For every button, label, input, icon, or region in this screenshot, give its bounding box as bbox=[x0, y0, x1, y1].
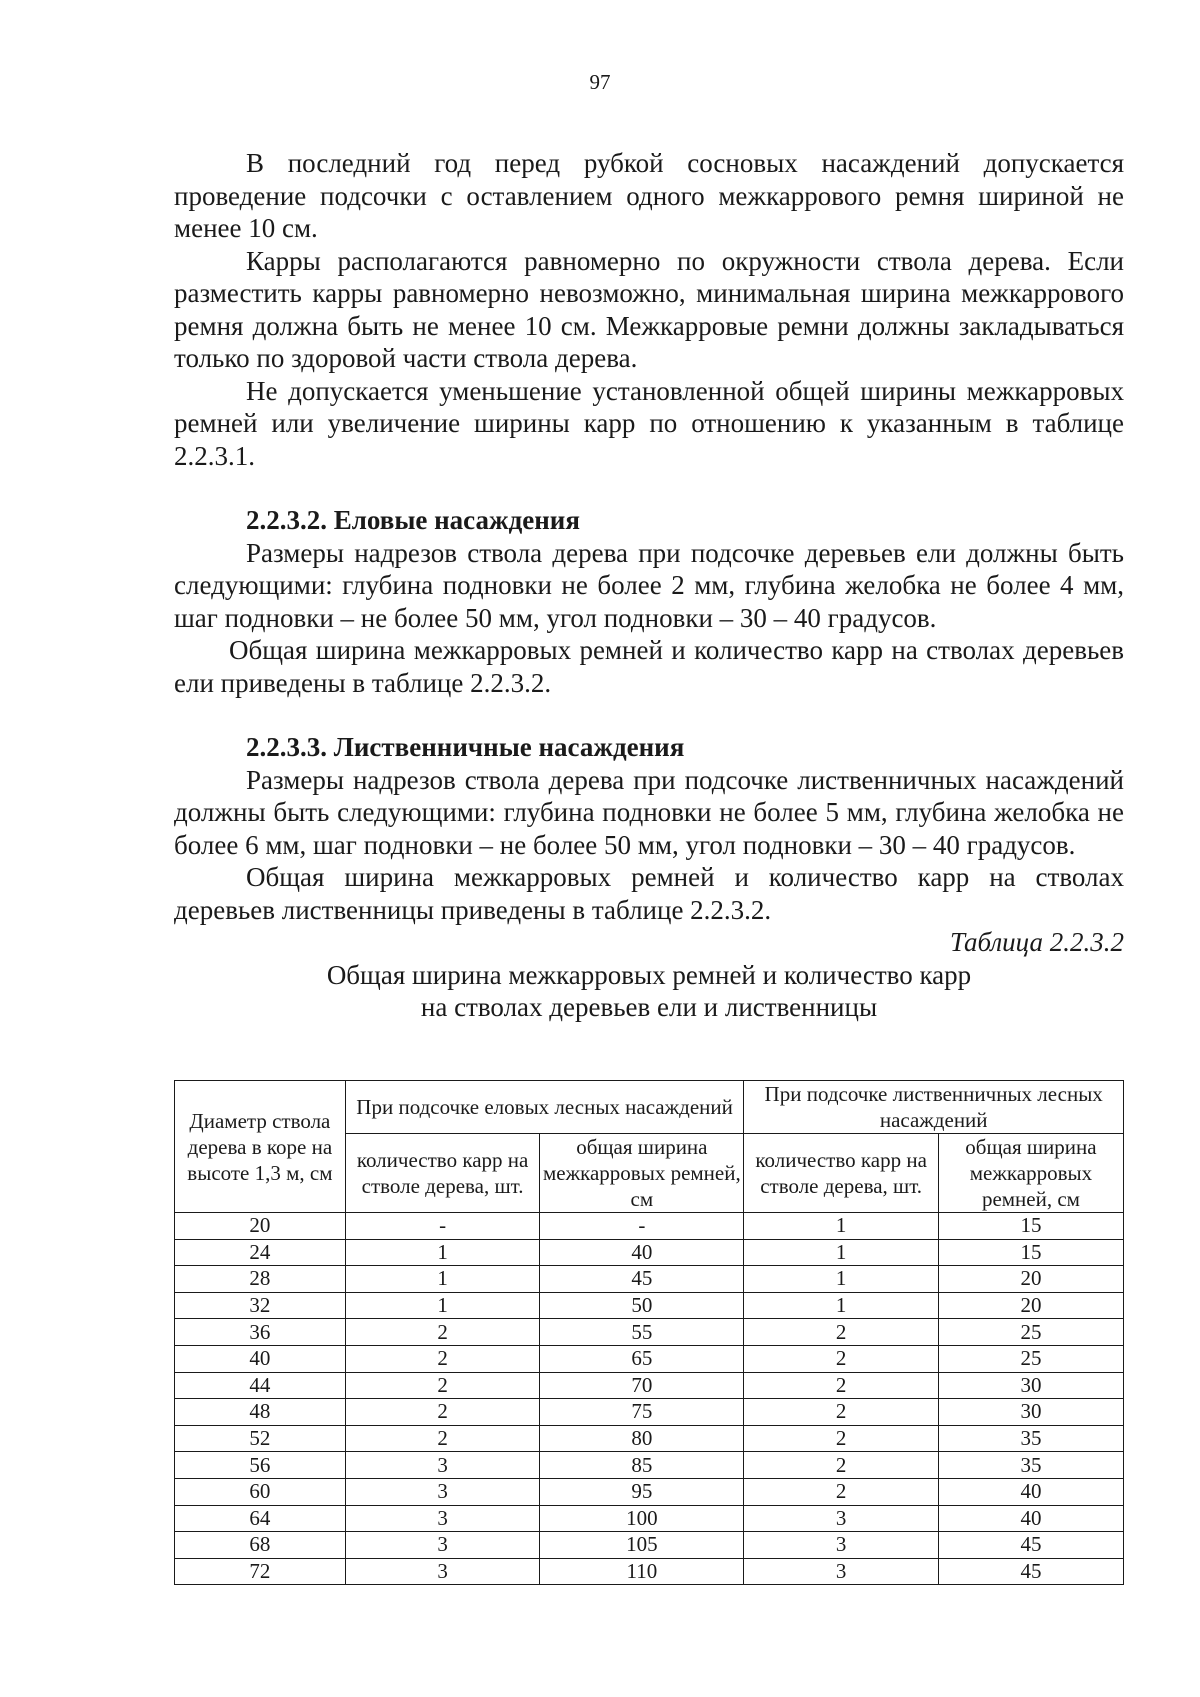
table-cell: 1 bbox=[744, 1213, 939, 1240]
table-row bbox=[175, 1399, 1124, 1426]
table-cell: 2 bbox=[345, 1425, 540, 1452]
table-cell: 30 bbox=[938, 1372, 1123, 1399]
paragraph: Размеры надрезов ствола дерева при подсочке лиственничных насаждений должны быть следующими: глубина подновки не более 5 мм, глубина желобка не более 6 мм, шаг подновки – не более 50 мм, угол подновки – 30 – 40 градусов. bbox=[174, 764, 1124, 860]
header-spruce-count: количество карр на стволе дерева, шт. bbox=[345, 1134, 540, 1213]
table-cell: 2 bbox=[345, 1345, 540, 1372]
table-row bbox=[175, 1532, 1124, 1559]
table-label: Таблица 2.2.3.2 bbox=[949, 927, 1124, 957]
table-cell: 2 bbox=[345, 1319, 540, 1346]
paragraph: В последний год перед рубкой сосновых насаждений допускается проведение подсочки с оставлением одного межкаррового ремня шириной не менее 10 см. bbox=[174, 148, 1124, 243]
table-cell: 2 bbox=[744, 1478, 939, 1505]
table-cell: 45 bbox=[938, 1532, 1123, 1559]
table-cell: 3 bbox=[744, 1558, 939, 1585]
table-cell: 35 bbox=[938, 1452, 1123, 1479]
table-cell: 65 bbox=[540, 1345, 744, 1372]
table-cell: 72 bbox=[175, 1558, 346, 1585]
table-cell: 15 bbox=[938, 1239, 1123, 1266]
header-larch-count: количество карр на стволе дерева, шт. bbox=[744, 1134, 939, 1213]
table-cell: - bbox=[540, 1213, 744, 1240]
table-cell: 45 bbox=[938, 1558, 1123, 1585]
header-spruce-width: общая ширина межкарровых ремней, см bbox=[540, 1134, 744, 1213]
table-cell: 1 bbox=[345, 1292, 540, 1319]
paragraph: Карры располагаются равномерно по окружности ствола дерева. Если разместить карры равномерно невозможно, минимальная ширина межкаррового ремня должна быть не менее 10 см. Межкарровые ремни должны закладываться только по здоровой части ствола дерева. bbox=[174, 245, 1124, 373]
table-row bbox=[175, 1345, 1124, 1372]
table-cell: 3 bbox=[345, 1452, 540, 1479]
table-cell: 105 bbox=[540, 1532, 744, 1559]
table-cell: 25 bbox=[938, 1345, 1123, 1372]
table-cell: 25 bbox=[938, 1319, 1123, 1346]
table-cell: 20 bbox=[938, 1266, 1123, 1293]
table-row bbox=[175, 1213, 1124, 1240]
data-table bbox=[174, 1080, 1124, 1585]
table-cell: 3 bbox=[345, 1558, 540, 1585]
header-group-spruce: При подсочке еловых лесных насаждений bbox=[345, 1081, 744, 1134]
table-row bbox=[175, 1372, 1124, 1399]
table-row bbox=[175, 1319, 1124, 1346]
table-cell: 64 bbox=[175, 1505, 346, 1532]
table-cell: 95 bbox=[540, 1478, 744, 1505]
table-cell: 85 bbox=[540, 1452, 744, 1479]
table-cell: 15 bbox=[938, 1213, 1123, 1240]
table-cell: 20 bbox=[938, 1292, 1123, 1319]
page-number: 97 bbox=[589, 70, 611, 94]
table-cell: 20 bbox=[175, 1213, 346, 1240]
table-cell: 3 bbox=[744, 1532, 939, 1559]
table-cell: 48 bbox=[175, 1399, 346, 1426]
table-cell: 2 bbox=[744, 1372, 939, 1399]
paragraph: Общая ширина межкарровых ремней и количество карр на стволах деревьев лиственницы приведены в таблице 2.2.3.2. bbox=[174, 862, 1124, 925]
table-row bbox=[175, 1425, 1124, 1452]
paragraph: Размеры надрезов ствола дерева при подсочке деревьев ели должны быть следующими: глубина подновки не более 2 мм, глубина желобка не более 4 мм, шаг подновки – не более 50 мм, угол подновки – 30 – 40 градусов. bbox=[174, 537, 1124, 633]
table-cell: 3 bbox=[345, 1478, 540, 1505]
table-cell: 1 bbox=[345, 1266, 540, 1293]
paragraph: Общая ширина межкарровых ремней и количество карр на стволах деревьев ели приведены в таблице 2.2.3.2. bbox=[174, 635, 1124, 698]
table-cell: 40 bbox=[938, 1478, 1123, 1505]
table-cell: 30 bbox=[938, 1399, 1123, 1426]
header-diameter: Диаметр ствола дерева в коре на высоте 1,3 м, см bbox=[175, 1081, 346, 1213]
table-row bbox=[175, 1558, 1124, 1585]
table-cell: 52 bbox=[175, 1425, 346, 1452]
table-row bbox=[175, 1478, 1124, 1505]
paragraph: Не допускается уменьшение установленной общей ширины межкарровых ремней или увеличение ширины карр по отношению к указанным в таблице 2.2.3.1. bbox=[174, 375, 1124, 471]
table-cell: 68 bbox=[175, 1532, 346, 1559]
table-row bbox=[175, 1239, 1124, 1266]
table-cell: 40 bbox=[938, 1505, 1123, 1532]
table-cell: 36 bbox=[175, 1319, 346, 1346]
table-cell: 45 bbox=[540, 1266, 744, 1293]
table-cell: 2 bbox=[744, 1399, 939, 1426]
table-cell: 1 bbox=[345, 1239, 540, 1266]
header-group-larch: При подсочке лиственничных лесных насаждений bbox=[744, 1081, 1124, 1134]
table-title: Общая ширина межкарровых ремней и количество карр bbox=[326, 959, 972, 990]
table-cell: 2 bbox=[345, 1372, 540, 1399]
table-cell: 1 bbox=[744, 1239, 939, 1266]
table-cell: 3 bbox=[345, 1532, 540, 1559]
table-cell: 1 bbox=[744, 1292, 939, 1319]
table-row bbox=[175, 1292, 1124, 1319]
table-cell: 56 bbox=[175, 1452, 346, 1479]
page-body bbox=[174, 147, 1124, 1024]
table-cell: 3 bbox=[345, 1505, 540, 1532]
table-cell: 3 bbox=[744, 1505, 939, 1532]
table-title: на стволах деревьев ели и лиственницы bbox=[420, 992, 878, 1022]
header-larch-width: общая ширина межкарровых ремней, см bbox=[938, 1134, 1123, 1213]
table-cell: 2 bbox=[744, 1425, 939, 1452]
table-cell: 32 bbox=[175, 1292, 346, 1319]
table-cell: 1 bbox=[744, 1266, 939, 1293]
table-cell: 110 bbox=[540, 1558, 744, 1585]
table-cell: 24 bbox=[175, 1239, 346, 1266]
table-cell: 100 bbox=[540, 1505, 744, 1532]
table-cell: 28 bbox=[175, 1266, 346, 1293]
table-cell: 55 bbox=[540, 1319, 744, 1346]
table-cell: 80 bbox=[540, 1425, 744, 1452]
table-row bbox=[175, 1505, 1124, 1532]
table-cell: 70 bbox=[540, 1372, 744, 1399]
table-cell: 50 bbox=[540, 1292, 744, 1319]
table-cell: 2 bbox=[744, 1452, 939, 1479]
table-row bbox=[175, 1266, 1124, 1293]
table-cell: 2 bbox=[345, 1399, 540, 1426]
table-cell: 2 bbox=[744, 1345, 939, 1372]
table-cell: 75 bbox=[540, 1399, 744, 1426]
table-cell: 60 bbox=[175, 1478, 346, 1505]
table-cell: - bbox=[345, 1213, 540, 1240]
table-cell: 40 bbox=[540, 1239, 744, 1266]
table-cell: 40 bbox=[175, 1345, 346, 1372]
table-cell: 35 bbox=[938, 1425, 1123, 1452]
table-cell: 44 bbox=[175, 1372, 346, 1399]
table-row bbox=[175, 1452, 1124, 1479]
table-cell: 2 bbox=[744, 1319, 939, 1346]
section-heading-spruce: 2.2.3.2. Еловые насаждения bbox=[246, 505, 580, 535]
section-heading-larch: 2.2.3.3. Лиственничные насаждения bbox=[246, 732, 685, 762]
